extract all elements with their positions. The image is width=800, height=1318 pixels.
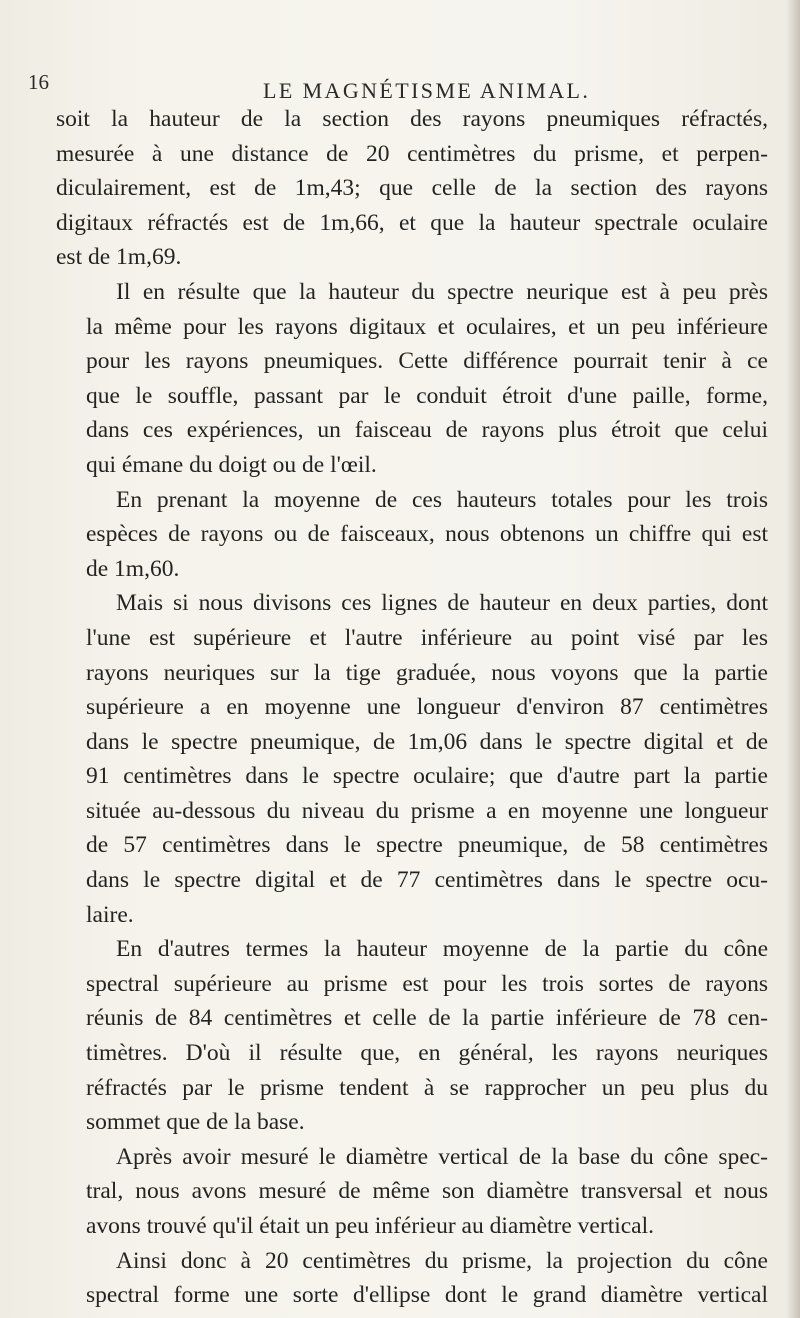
text-line: de 57 centimètres dans le spectre pneumique, de 58 centimètres <box>86 832 768 859</box>
text-line: est de 1m,69. <box>56 244 182 271</box>
text-line: Il en résulte que la hauteur du spectre neurique est à peu près <box>116 278 768 305</box>
text-line: dans le spectre pneumique, de 1m,06 dans le spectre digital et de <box>86 728 768 755</box>
text-line: l'une est supérieure et l'autre inférieure au point visé par les <box>86 624 768 651</box>
text-line: qui émane du doigt ou de l'œil. <box>86 451 377 478</box>
text-line: sommet que de la base. <box>86 1109 305 1136</box>
text-line: située au-dessous du niveau du prisme a en moyenne une longueur <box>86 797 768 824</box>
text-line: Mais si nous divisons ces lignes de hauteur en deux parties, dont <box>116 590 768 617</box>
text-line: Après avoir mesuré le diamètre vertical de la base du cône spec- <box>116 1143 768 1170</box>
paragraph <box>56 275 768 483</box>
text-line: la même pour les rayons digitaux et oculaires, et un peu inférieure <box>86 313 768 340</box>
paragraph <box>56 1140 768 1244</box>
paragraph <box>56 586 768 932</box>
text-line: réunis de 84 centimètres et celle de la partie inférieure de 78 cen- <box>86 1005 768 1032</box>
text-line: 91 centimètres dans le spectre oculaire; que d'autre part la partie <box>86 763 768 790</box>
page-number: 16 <box>28 70 49 94</box>
text-line: espèces de rayons ou de faisceaux, nous obtenons un chiffre qui est <box>86 521 768 548</box>
text-line: laire. <box>86 901 134 928</box>
text-line: timètres. D'où il résulte que, en général, les rayons neuriques <box>86 1040 768 1067</box>
text-line: mesurée à une distance de 20 centimètres du prisme, et perpen- <box>56 140 768 167</box>
text-line: tral, nous avons mesuré de même son diamètre transversal et nous <box>86 1178 768 1205</box>
text-line: En prenant la moyenne de ces hauteurs totales pour les trois <box>116 486 768 513</box>
text-line: rayons neuriques sur la tige graduée, nous voyons que la partie <box>86 659 768 686</box>
text-line: soit la hauteur de la section des rayons pneumiques réfractés, <box>56 106 768 132</box>
running-title: LE MAGNÉTISME ANIMAL. <box>263 78 591 103</box>
text-line: spectral supérieure au prisme est pour les trois sortes de rayons <box>86 970 768 997</box>
text-line: digitaux réfractés est de 1m,66, et que la hauteur spectrale oculaire <box>56 209 768 236</box>
text-line: diculairement, est de 1m,43; que celle de la section des rayons <box>56 175 768 202</box>
paragraph <box>56 1244 768 1313</box>
text-line: pour les rayons pneumiques. Cette différence pourrait tenir à ce <box>86 348 768 375</box>
text-line: spectral forme une sorte d'ellipse dont le grand diamètre vertical <box>86 1282 768 1309</box>
text-line: que le souffle, passant par le conduit étroit d'une paille, forme, <box>86 382 768 409</box>
text-line: dans ces expériences, un faisceau de rayons plus étroit que celui <box>86 417 768 444</box>
paragraph <box>56 102 768 275</box>
text-line: dans le spectre digital et de 77 centimètres dans le spectre ocu- <box>86 867 768 894</box>
text-line: réfractés par le prisme tendent à se rapprocher un peu plus du <box>86 1074 768 1101</box>
paragraph <box>56 932 768 1140</box>
text-line: supérieure a en moyenne une longueur d'environ 87 centimètres <box>86 694 768 721</box>
text-line: En d'autres termes la hauteur moyenne de la partie du cône <box>116 936 768 963</box>
text-line: de 1m,60. <box>86 555 180 582</box>
body-text <box>56 102 768 1313</box>
page-edge-shadow <box>786 0 800 1318</box>
text-line: Ainsi donc à 20 centimètres du prisme, la projection du cône <box>116 1247 768 1274</box>
paragraph <box>56 483 768 587</box>
text-line: avons trouvé qu'il était un peu inférieur au diamètre vertical. <box>86 1213 655 1239</box>
